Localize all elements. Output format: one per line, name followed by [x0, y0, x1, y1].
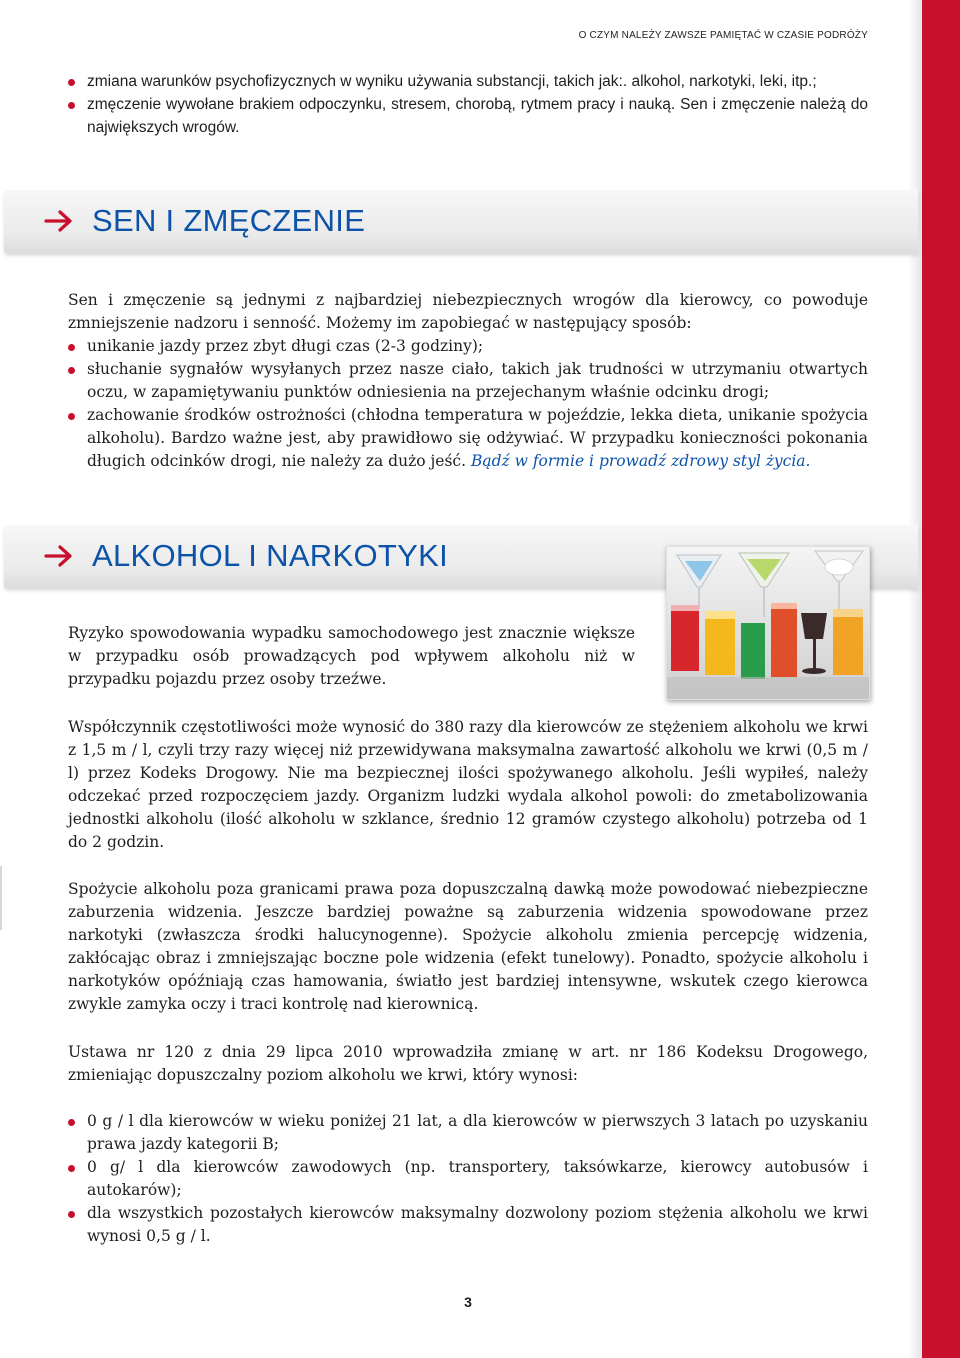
arrow-right-icon: [44, 543, 74, 569]
bullet-icon: [68, 1165, 75, 1172]
bullet-icon: [68, 367, 75, 374]
list-item: 0 g / l dla kierowców w wieku poniżej 21 lat, a dla kierowców w pierwszych 3 latach po uzyskaniu prawa jazdy kategorii B;: [68, 1110, 868, 1156]
list-item: słuchanie sygnałów wysyłanych przez nasze ciało, takich jak trudności w utrzymaniu otwartych oczu, w zapamiętywaniu punktów odniesienia na przejechanym właśnie odcinku drogi;: [68, 358, 868, 404]
section-header-sleep: [4, 190, 918, 254]
section-title: ALKOHOL I NARKOTYKI: [92, 538, 448, 573]
bullet-icon: [68, 1211, 75, 1218]
sleep-intro: Sen i zmęczenie są jednymi z najbardziej niebezpiecznych wrogów dla kierowcy, co powoduje zmniejszenie nadzoru i senność. Możemy im zapobiegać w następujący sposób:: [68, 291, 868, 332]
top-bullet-list: [68, 70, 868, 139]
alcohol-para-3: Spożycie alkoholu poza granicami prawa poza dopuszczalną dawką może powodować niebezpieczne zaburzenia widzenia. Jeszcze bardziej poważne są zaburzenia widzenia spowodowane przez narkotyki (zwłaszcza środki halucynogenne). Spożycie alkoholu zmienia percepcję widzenia, zakłócając obraz i zmniejszając boczne pole widzenia (efekt tunelowy). Ponadto, spożycie alkoholu i narkotyków opóźniają czas hamowania, światło jest bardziej intensywne, wskutek czego kierowca zwykle zamyka oczy i traci kontrolę nad kierownicą.: [68, 880, 868, 1013]
health-slogan: Bądź w formie i prowadź zdrowy styl życia.: [470, 452, 811, 470]
alcohol-para-1: Ryzyko spowodowania wypadku samochodowego jest znacznie większe w przypadku osób prowadzących pod wpływem alkoholu niż w przypadku pojazdu przez osoby trzeźwe.: [68, 624, 635, 688]
list-item: zmęczenie wywołane brakiem odpoczynku, stresem, chorobą, rytmem pracy i nauką. Sen i zmęczenie należą do największych wrogów.: [68, 93, 868, 139]
list-item: dla wszystkich pozostałych kierowców maksymalny dozwolony poziom stężenia alkoholu we krwi wynosi 0,5 g / l.: [68, 1202, 868, 1248]
drinks-photo: [666, 546, 870, 700]
alcohol-para-2: Współczynnik częstotliwości może wynosić do 380 razy dla kierowców ze stężeniem alkoholu we krwi z 1,5 m / l, czyli trzy razy więcej niż przewidywana maksymalna zawartość alkoholu we krwi (0,5 m / l) przez Kodeks Drogowy. Nie ma bezpiecznej ilości spożywanego alkoholu. Jeśli wypiłeś, należy odczekać przed rozpoczęciem jazdy. Organizm ludzki wydala alkohol powoli: do zmetabolizowania jednostki alkoholu (ilość alkoholu w szklance, średnio 12 gramów czystego alkoholu) potrzeba od 1 do 2 godzin.: [68, 718, 868, 851]
margin-mark: [0, 866, 2, 930]
section-title: SEN I ZMĘCZENIE: [92, 203, 366, 238]
arrow-right-icon: [44, 208, 74, 234]
list-item: unikanie jazdy przez zbyt długi czas (2-3 godziny);: [68, 335, 868, 358]
list-item: 0 g/ l dla kierowców zawodowych (np. transportery, taksówkarze, kierowcy autobusów i autokarów);: [68, 1156, 868, 1202]
sleep-bullet-list: [68, 335, 868, 473]
drinks-illustration: [667, 547, 869, 699]
bullet-icon: [68, 79, 75, 86]
bullet-icon: [68, 413, 75, 420]
list-item: zachowanie środków ostrożności (chłodna temperatura w pojeździe, lekka dieta, unikanie spożycia alkoholu). Bardzo ważne jest, aby prawidłowo się odżywiać. W przypadku konieczności pokonania długich odcinków drogi, nie należy za dużo jeść. Bądź w formie i prowadź zdrowy styl życia.: [68, 404, 868, 473]
red-edge-bar: [922, 0, 960, 1358]
page-number: 3: [464, 1294, 472, 1310]
list-item: zmiana warunków psychofizycznych w wyniku używania substancji, takich jak:. alkohol, narkotyki, leki, itp.;: [68, 70, 868, 93]
running-header: O CZYM NALEŻY ZAWSZE PAMIĘTAĆ W CZASIE PODRÓŻY: [578, 30, 868, 41]
alcohol-para-4: Ustawa nr 120 z dnia 29 lipca 2010 wprowadziła zmianę w art. nr 186 Kodeksu Drogowego, zmieniając dopuszczalny poziom alkoholu we krwi, który wynosi:: [68, 1043, 868, 1084]
bullet-icon: [68, 102, 75, 109]
bullet-icon: [68, 1119, 75, 1126]
alcohol-limits-list: [68, 1110, 868, 1248]
bullet-icon: [68, 344, 75, 351]
